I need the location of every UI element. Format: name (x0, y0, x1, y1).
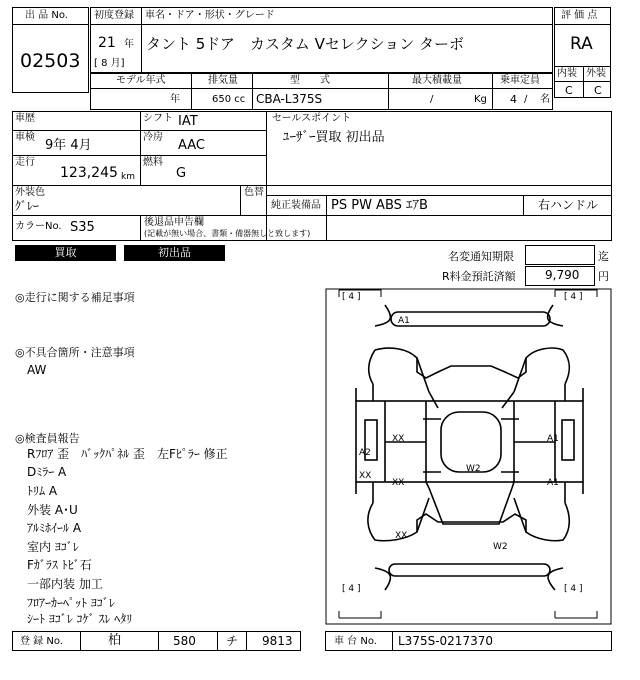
first-reg-month: [ 8 月] (94, 58, 125, 69)
capacity-unit: 名 (540, 94, 550, 105)
lot-number: 02503 (20, 50, 81, 72)
inspector-item: ｼｰﾄ ﾖｺﾞﾚ ｺｹﾞ ｽﾚ ﾍﾀﾘ (27, 612, 133, 626)
ac-label: 冷房 (143, 132, 163, 143)
lot-number-label: 出 品 No. (25, 10, 68, 21)
name-change-box (525, 245, 595, 265)
damage-mark: XX (359, 471, 372, 481)
inspector-item: Fｶﾞﾗｽ ﾄﾋﾞ石 (27, 558, 92, 572)
damage-mark: A1 (398, 316, 410, 326)
interior-label: 内装 (557, 68, 577, 79)
car-name-label: 車名・ドア・形状・グレード (145, 10, 275, 21)
defects-title: ◎不具合箇所・注意事項 (15, 346, 135, 359)
aftermarket-label: 後退品申告欄 (144, 217, 204, 228)
registration-class: 580 (173, 634, 196, 648)
model-type-label: 型 式 (290, 75, 330, 86)
tire-front-right-label: [ 4 ] (564, 292, 583, 302)
max-load-unit: Kg (474, 94, 487, 105)
displacement: 650 cc (212, 94, 246, 105)
capacity-slash: / (524, 94, 528, 105)
capacity-label: 乗車定員 (500, 75, 540, 86)
inspector-title: ◎検査員報告 (15, 432, 80, 445)
chassis-number: L375S-0217370 (398, 634, 493, 648)
equipment-label: 純正装備品 (271, 200, 321, 211)
color-label: 外装色 (15, 187, 45, 198)
inspector-item: 一部内装 加工 (27, 577, 103, 591)
max-load-label: 最大積載量 (412, 75, 462, 86)
inspector-item: 外装 A･U (27, 503, 78, 517)
shift-label: シフト (143, 113, 173, 124)
car-name: タント 5ドア カスタム Vセレクション ターボ (146, 35, 465, 53)
sales-point-label: セールスポイント (272, 113, 352, 124)
color-no-label: カラーNo. (15, 221, 62, 232)
defect-item: AW (27, 363, 47, 377)
damage-mark: A1 (547, 434, 559, 444)
fuel-label: 燃料 (143, 157, 163, 168)
inspection-value: 9年 4月 (45, 138, 92, 153)
inspector-item: Dﾐﾗｰ A (27, 465, 67, 479)
sales-point: ﾕｰｻﾞｰ買取 初出品 (283, 130, 385, 145)
recycle-label: R料金預託済額 (442, 270, 516, 283)
name-change-unit: 迄 (598, 250, 609, 263)
inspector-item: Rﾌﾛｱ 歪 ﾊﾞｯｸﾊﾟﾈﾙ 歪 左Fﾋﾟﾗｰ 修正 (27, 447, 228, 461)
first-registration-label: 初度登録 (94, 10, 134, 21)
capacity: 4 (510, 93, 517, 106)
damage-mark: W2 (466, 464, 481, 474)
model-year-label: モデル年式 (116, 75, 166, 86)
color-no: S35 (70, 220, 95, 235)
registration-kana: チ (226, 634, 239, 648)
car-damage-diagram (325, 288, 612, 628)
first-reg-year-unit: 年 (124, 39, 134, 50)
interior-grade: C (565, 84, 573, 97)
tire-rear-right-label: [ 4 ] (564, 584, 583, 594)
damage-mark: A2 (359, 448, 371, 458)
equipment-value: PS PW ABS ｴｱB (331, 198, 428, 213)
inspector-item: ﾄﾘﾑ A (27, 484, 58, 498)
mileage-value: 123,245 (60, 165, 118, 181)
max-load-slash: / (430, 94, 434, 105)
fuel-value: G (176, 166, 187, 181)
color-value: ｸﾞﾚｰ (15, 199, 40, 213)
ac-value: AAC (178, 138, 205, 153)
damage-mark: XX (392, 478, 405, 488)
tire-rear-left-label: [ 4 ] (342, 584, 361, 594)
mileage-unit: km (121, 172, 135, 182)
registration-label: 登 録 No. (20, 636, 63, 647)
inspector-item: 室内 ﾖｺﾞﾚ (27, 540, 79, 554)
inspector-item: ｱﾙﾐﾎｲｰﾙ A (27, 521, 82, 535)
history-label: 車歴 (15, 113, 35, 124)
tire-front-left-label: [ 4 ] (342, 292, 361, 302)
damage-mark: XX (392, 434, 405, 444)
model-year-unit: 年 (170, 94, 180, 105)
driving-notes-title: ◎走行に関する補足事項 (15, 291, 135, 304)
first-listing-badge: 初出品 (124, 245, 225, 261)
shift-value: IAT (178, 114, 198, 129)
chassis-label: 車 台 No. (334, 636, 377, 647)
mileage-label: 走行 (15, 157, 35, 168)
damage-mark: A1 (547, 478, 559, 488)
registration-area: 柏 (108, 633, 122, 648)
name-change-label: 名変通知期限 (448, 250, 514, 263)
damage-mark: XX (395, 531, 408, 541)
inspector-item: ﾌﾛｱｰｶｰﾍﾟｯﾄ ﾖｺﾞﾚ (27, 596, 115, 610)
inspection-label: 車検 (15, 132, 35, 143)
damage-mark: W2 (493, 542, 508, 552)
rating-label: 評 価 点 (561, 10, 598, 21)
rating-value: RA (570, 34, 593, 54)
recolor-label: 色替 (244, 187, 264, 198)
first-reg-year: 21 (98, 35, 116, 51)
model-type: CBA-L375S (256, 92, 323, 106)
exterior-label: 外装 (586, 68, 606, 79)
exterior-grade: C (594, 84, 602, 97)
recycle-value: 9,790 (545, 268, 580, 282)
recycle-unit: 円 (598, 270, 609, 283)
registration-number: 9813 (262, 634, 293, 648)
displacement-label: 排気量 (208, 75, 238, 86)
buy-badge: 買取 (15, 245, 116, 261)
handle-side: 右ハンドル (538, 198, 599, 212)
aftermarket-note: (記載が無い場合、書類・備器無しと致します) (144, 229, 311, 238)
